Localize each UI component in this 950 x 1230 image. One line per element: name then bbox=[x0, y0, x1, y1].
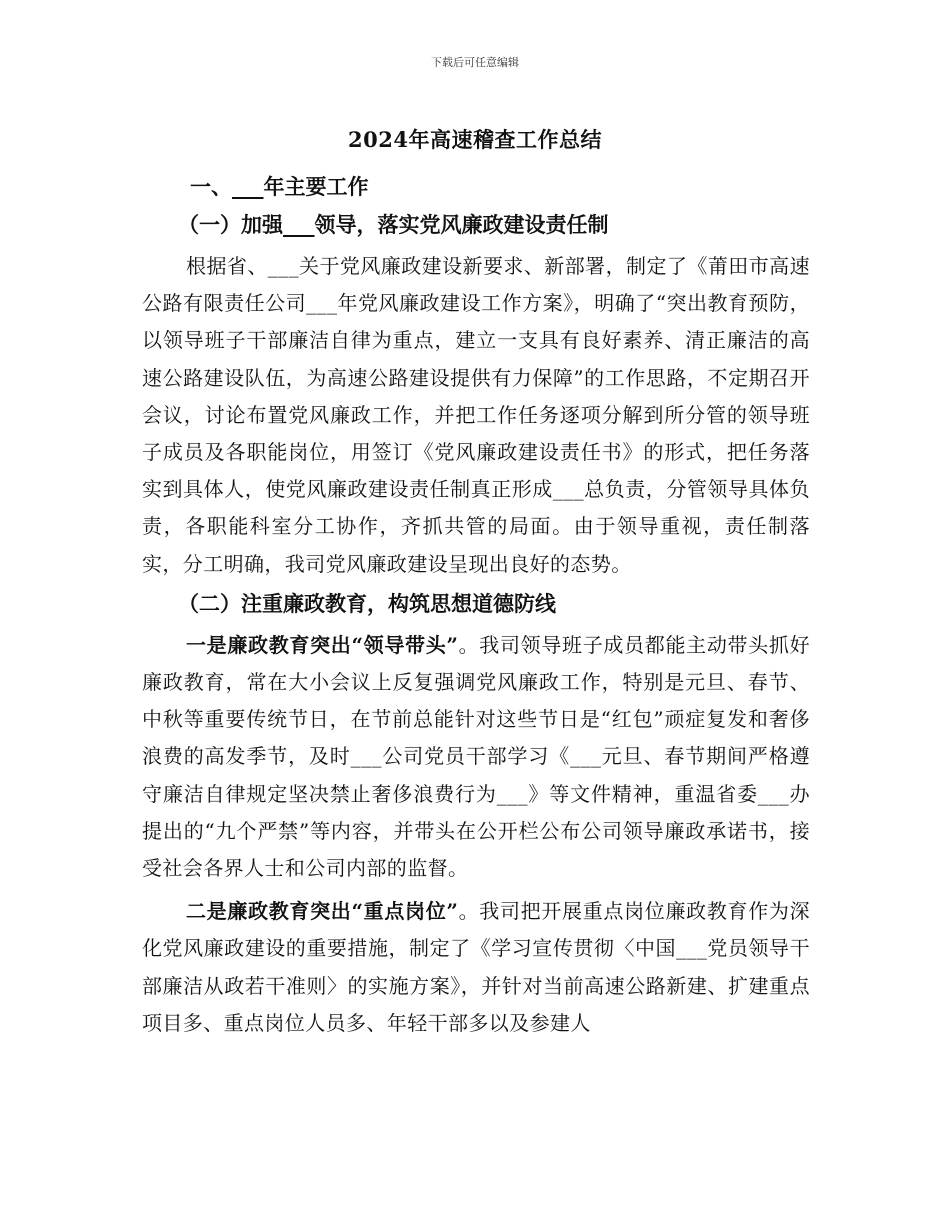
subsection-heading-education: （二）注重廉政教育，构筑思想道德防线 bbox=[178, 590, 556, 616]
document-title: 2024年高速稽查工作总结 bbox=[348, 127, 602, 152]
paragraph-leader-example bbox=[142, 627, 810, 887]
paragraph-lead-leader-example: 一是廉政教育突出“领导带头” bbox=[186, 632, 459, 657]
page-header-note: 下载后可任意编辑 bbox=[431, 56, 519, 69]
paragraph-key-positions bbox=[142, 893, 810, 1042]
paragraph-lead-key-positions: 二是廉政教育突出“重点岗位” bbox=[186, 899, 459, 924]
paragraph-body-leader-example: 。我司领导班子成员都能主动带头抓好廉政教育，常在大小会议上反复强调党风廉政工作，特别是元旦、春节、中秋等重要传统节日，在节前总能针对这些节日是“红包”顽症复发和奢侈浪费的高发季节，及时___公司党员干部学习《___元旦、春节期间严格遵守廉洁自律规定坚决禁止奢侈浪费行为___》等文件精神，重温省委___办提出的“九个严禁”等内容，并带头在公开栏公布公司领导廉政承诺书，接受社会各界人士和公司内部的监督。 bbox=[142, 632, 810, 881]
document-body bbox=[142, 172, 810, 1048]
paragraph-body-key-positions: 。我司把开展重点岗位廉政教育作为深化党风廉政建设的重要措施，制定了《学习宣传贯彻〈中国___党员领导干部廉洁从政若干准则〉的实施方案》，并针对当前高速公路新建、扩建重点项目多、重点岗位人员多、年轻干部多以及参建人 bbox=[142, 899, 810, 1035]
paragraph-responsibility-system: 根据省、___关于党风廉政建设新要求、新部署，制定了《莆田市高速公路有限责任公司___年党风廉政建设工作方案》，明确了“突出教育预防，以领导班子干部廉洁自律为重点，建立一支具有良好素养、清正廉洁的高速公路建设队伍，为高速公路建设提供有力保障”的工作思路，不定期召开会议，讨论布置党风廉政工作，并把工作任务逐项分解到所分管的领导班子成员及各职能岗位，用签订《党风廉政建设责任书》的形式，把任务落实到具体人，使党风廉政建设责任制真正形成___总负责，分管领导具体负责，各职能科室分工协作，齐抓共管的局面。由于领导重视，责任制落实，分工明确，我司党风廉政建设呈现出良好的态势。 bbox=[142, 254, 810, 576]
subsection-heading-leadership: （一）加强___领导，落实党风廉政建设责任制 bbox=[178, 212, 609, 237]
section-heading-main-work: 一、___年主要工作 bbox=[190, 174, 369, 199]
